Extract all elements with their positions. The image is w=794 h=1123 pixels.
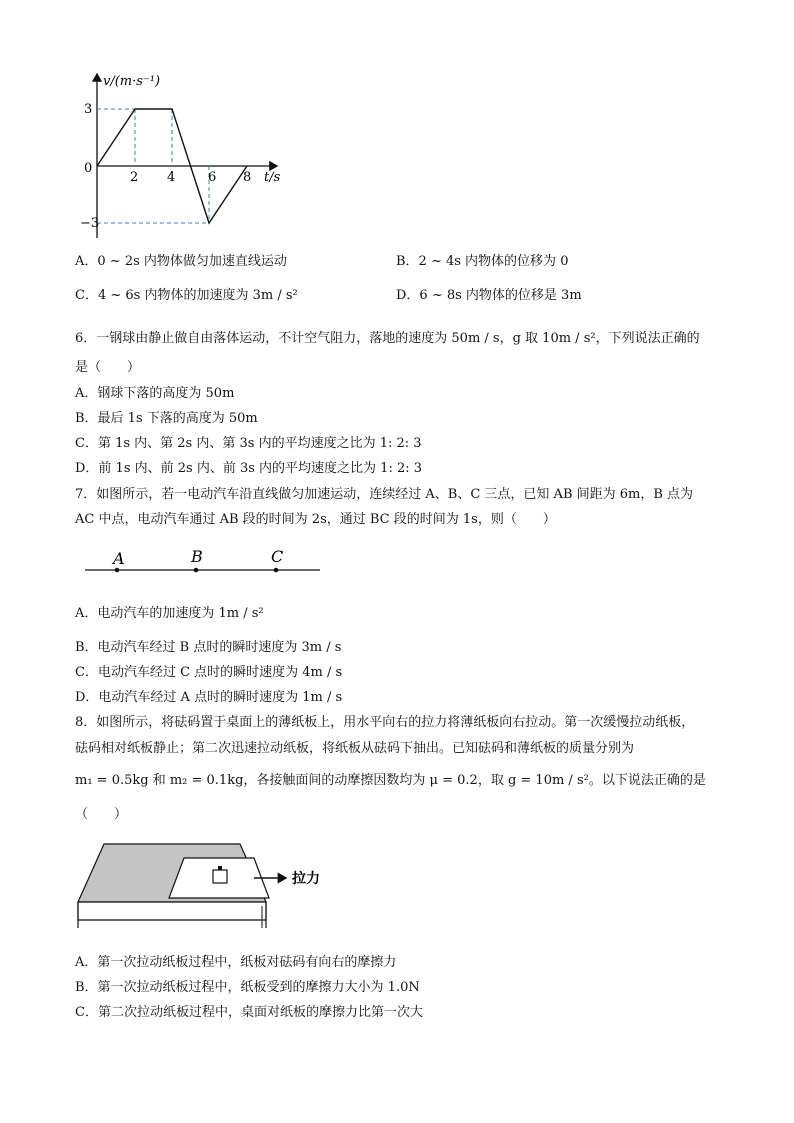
x-tick-6: 6 — [208, 170, 217, 185]
q7-option-b[interactable]: B．电动汽车经过 B 点时的瞬时速度为 3m / s — [75, 640, 342, 655]
x-tick-8: 8 — [243, 170, 252, 185]
point-c — [274, 568, 279, 573]
velocity-time-graph — [80, 62, 290, 242]
abc-line-diagram — [80, 545, 325, 577]
q8-stem-line2: 砝码相对纸板静止；第二次迅速拉动纸板，将纸板从砝码下抽出。已知砝码和薄纸板的质量分别为 — [75, 741, 635, 756]
q8-stem-line3: m₁ = 0.5kg 和 m₂ = 0.1kg，各接触面间的动摩擦因数均为 μ = 0.2，取 g = 10m / s²。以下说法正确的是 — [75, 773, 706, 788]
q5-option-c[interactable]: C．4 ~ 6s 内物体的加速度为 3m / s² — [75, 288, 298, 303]
q6-option-a[interactable]: A．钢球下落的高度为 50m — [75, 386, 235, 401]
x-axis-label: t/s — [264, 170, 281, 185]
x-tick-2: 2 — [130, 170, 139, 185]
q5-option-d[interactable]: D．6 ~ 8s 内物体的位移是 3m — [396, 288, 582, 303]
x-tick-4: 4 — [167, 170, 176, 185]
q7-stem-line1: 7．如图所示，若一电动汽车沿直线做匀加速运动，连续经过 A、B、C 三点，已知 AB 间距为 6m，B 点为 — [75, 487, 694, 502]
q7-option-a[interactable]: A．电动汽车的加速度为 1m / s² — [75, 606, 264, 621]
table-front — [78, 902, 266, 920]
q8-option-b[interactable]: B．第一次拉动纸板过程中，纸板受到的摩擦力大小为 1.0N — [75, 980, 420, 995]
q6-stem-line2: 是（ ） — [75, 360, 141, 375]
q5-option-a[interactable]: A．0 ~ 2s 内物体做匀加速直线运动 — [75, 254, 287, 269]
q8-stem-line1: 8．如图所示，将砝码置于桌面上的薄纸板上，用水平向右的拉力将薄纸板向右拉动。第一次缓慢拉动纸板， — [75, 715, 695, 730]
point-a — [115, 568, 120, 573]
origin-label: 0 — [84, 161, 93, 176]
q5-option-b[interactable]: B．2 ~ 4s 内物体的位移为 0 — [396, 254, 569, 269]
q6-option-d[interactable]: D．前 1s 内、前 2s 内、前 3s 内的平均速度之比为 1: 2: 3 — [75, 461, 423, 476]
y-tick-3: 3 — [84, 102, 93, 117]
q8-option-a[interactable]: A．第一次拉动纸板过程中，纸板对砝码有向右的摩擦力 — [75, 955, 397, 970]
q7-option-d[interactable]: D．电动汽车经过 A 点时的瞬时速度为 1m / s — [75, 690, 343, 705]
y-tick-neg3: −3 — [80, 216, 100, 231]
q8-stem-line4: （ ） — [75, 807, 128, 822]
label-b: B — [191, 547, 203, 566]
q7-stem-line2: AC 中点，电动汽车通过 AB 段的时间为 2s，通过 BC 段的时间为 1s，则（ ） — [75, 512, 556, 527]
table-paper-weight-diagram — [74, 840, 344, 930]
q6-option-c[interactable]: C．第 1s 内、第 2s 内、第 3s 内的平均速度之比为 1: 2: 3 — [75, 436, 422, 451]
q7-option-c[interactable]: C．电动汽车经过 C 点时的瞬时速度为 4m / s — [75, 665, 343, 680]
weight-body — [213, 870, 227, 883]
label-a: A — [113, 549, 125, 568]
q8-option-c[interactable]: C．第二次拉动纸板过程中，桌面对纸板的摩擦力比第一次大 — [75, 1005, 423, 1020]
pull-force-label: 拉力 — [292, 871, 320, 887]
q6-option-b[interactable]: B．最后 1s 下落的高度为 50m — [75, 411, 258, 426]
label-c: C — [271, 547, 284, 566]
y-axis-label: v/(m·s⁻¹) — [103, 74, 161, 89]
point-b — [194, 568, 199, 573]
q6-stem-line1: 6．一钢球由静止做自由落体运动，不计空气阻力，落地的速度为 50m / s，g 取 10m / s²，下列说法正确的 — [75, 331, 700, 346]
weight-knob — [218, 866, 222, 870]
